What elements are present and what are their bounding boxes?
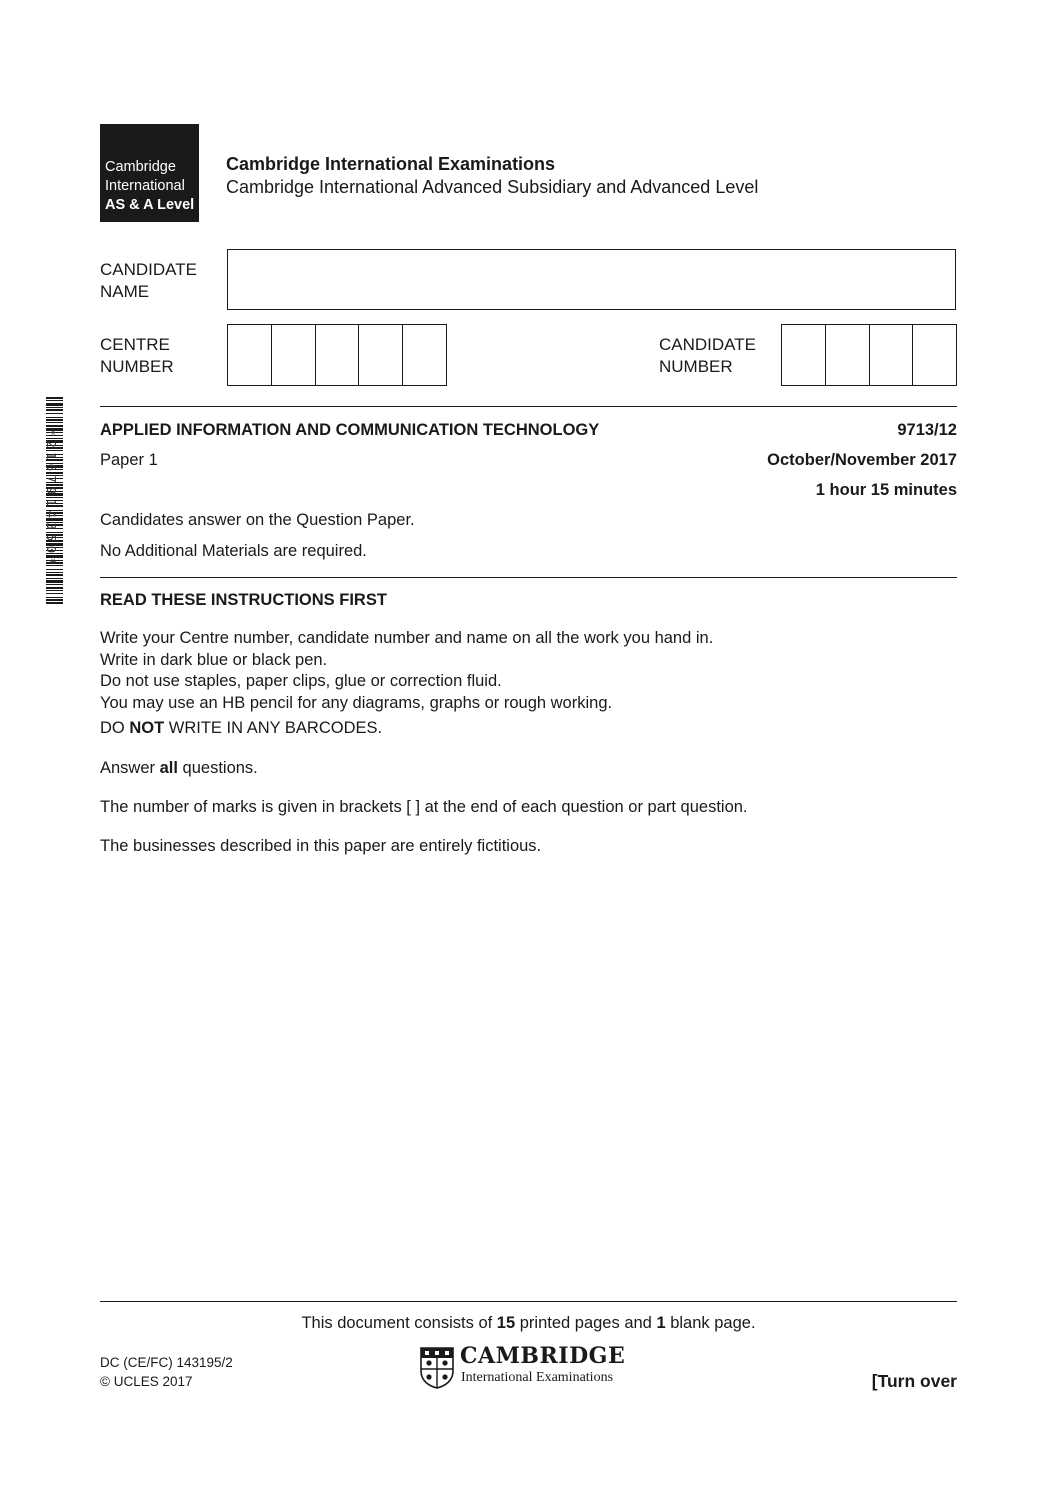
syllabus-code: 9713/12	[897, 421, 957, 439]
footer-text: printed pages and	[515, 1314, 657, 1332]
materials-line-1: Candidates answer on the Question Paper.	[100, 511, 415, 529]
centre-number-digit-box[interactable]	[316, 325, 360, 385]
centre-number-label-line1: CENTRE	[100, 335, 170, 354]
turn-over: [Turn over	[871, 1371, 957, 1391]
footer-divider	[100, 1301, 957, 1302]
paper-number: Paper 1	[100, 451, 158, 469]
barcode-text: *2167914350*	[44, 428, 58, 570]
candidate-name-label-line2: NAME	[100, 282, 150, 301]
barcode	[37, 397, 63, 605]
logo-line-2: International	[105, 178, 185, 194]
marks-line: The number of marks is given in brackets [ ] at the end of each question or part question.	[100, 798, 748, 816]
candidate-number-digit-box[interactable]	[913, 325, 956, 385]
instruction-line: Do not use staples, paper clips, glue or correction fluid.	[100, 672, 502, 691]
fictitious-line: The businesses described in this paper are entirely fictitious.	[100, 837, 542, 855]
cambridge-crest-icon	[420, 1347, 454, 1394]
exam-duration: 1 hour 15 minutes	[815, 481, 957, 499]
logo-line-1: Cambridge	[105, 159, 176, 175]
subject-title: APPLIED INFORMATION AND COMMUNICATION TECHNOLOGY	[100, 421, 600, 439]
candidate-number-label-line1: CANDIDATE	[659, 335, 756, 354]
centre-number-digit-box[interactable]	[272, 325, 316, 385]
candidate-number-digit-box[interactable]	[782, 325, 826, 385]
materials-line-2: No Additional Materials are required.	[100, 542, 367, 560]
centre-number-label-line2: NUMBER	[100, 357, 174, 376]
printed-pages-count: 15	[496, 1314, 516, 1332]
instruction-text: Answer	[100, 759, 160, 777]
footer-text: This document consists of	[301, 1314, 497, 1332]
exam-session: October/November 2017	[767, 451, 957, 469]
footer-text: blank page.	[665, 1314, 756, 1332]
divider-line	[100, 406, 957, 407]
candidate-number-digit-box[interactable]	[826, 325, 870, 385]
cambridge-wordmark-subtitle: International Examinations	[461, 1370, 614, 1385]
copyright: © UCLES 2017	[100, 1374, 193, 1389]
instruction-emphasis: NOT	[129, 718, 165, 737]
candidate-number-label	[659, 334, 756, 378]
cambridge-wordmark: CAMBRIDGE	[460, 1343, 626, 1369]
exam-board-title: Cambridge International Examinations	[226, 154, 556, 174]
answer-all-line	[100, 759, 258, 778]
centre-number-boxes[interactable]	[227, 324, 447, 386]
instruction-line: Write your Centre number, candidate number and name on all the work you hand in.	[100, 629, 714, 647]
instruction-line: Write in dark blue or black pen.	[100, 650, 328, 669]
document-code: DC (CE/FC) 143195/2	[100, 1355, 233, 1370]
cambridge-as-a-level-logo	[100, 124, 199, 222]
candidate-number-boxes[interactable]	[781, 324, 957, 386]
instruction-text: questions.	[177, 759, 258, 777]
candidate-number-label-line2: NUMBER	[659, 357, 733, 376]
instructions-heading: READ THESE INSTRUCTIONS FIRST	[100, 591, 387, 609]
blank-pages-count: 1	[656, 1314, 666, 1332]
page-count-line	[100, 1314, 957, 1333]
instructions-block	[100, 628, 713, 740]
instruction-line-barcodes	[100, 718, 713, 740]
centre-number-label	[100, 334, 174, 378]
instruction-text: DO	[100, 718, 130, 737]
qualification-title: Cambridge International Advanced Subsidiary and Advanced Level	[226, 177, 759, 197]
centre-number-digit-box[interactable]	[359, 325, 403, 385]
centre-number-digit-box[interactable]	[403, 325, 446, 385]
candidate-name-box[interactable]	[227, 249, 956, 310]
centre-number-digit-box[interactable]	[228, 325, 272, 385]
candidate-number-digit-box[interactable]	[870, 325, 914, 385]
candidate-name-label-line1: CANDIDATE	[100, 260, 197, 279]
instruction-text: WRITE IN ANY BARCODES.	[164, 718, 383, 737]
instruction-emphasis: all	[159, 759, 178, 777]
logo-line-3: AS & A Level	[105, 197, 195, 213]
candidate-name-label	[100, 259, 197, 303]
divider-line	[100, 577, 957, 578]
instruction-line: You may use an HB pencil for any diagrams, graphs or rough working.	[100, 694, 613, 713]
